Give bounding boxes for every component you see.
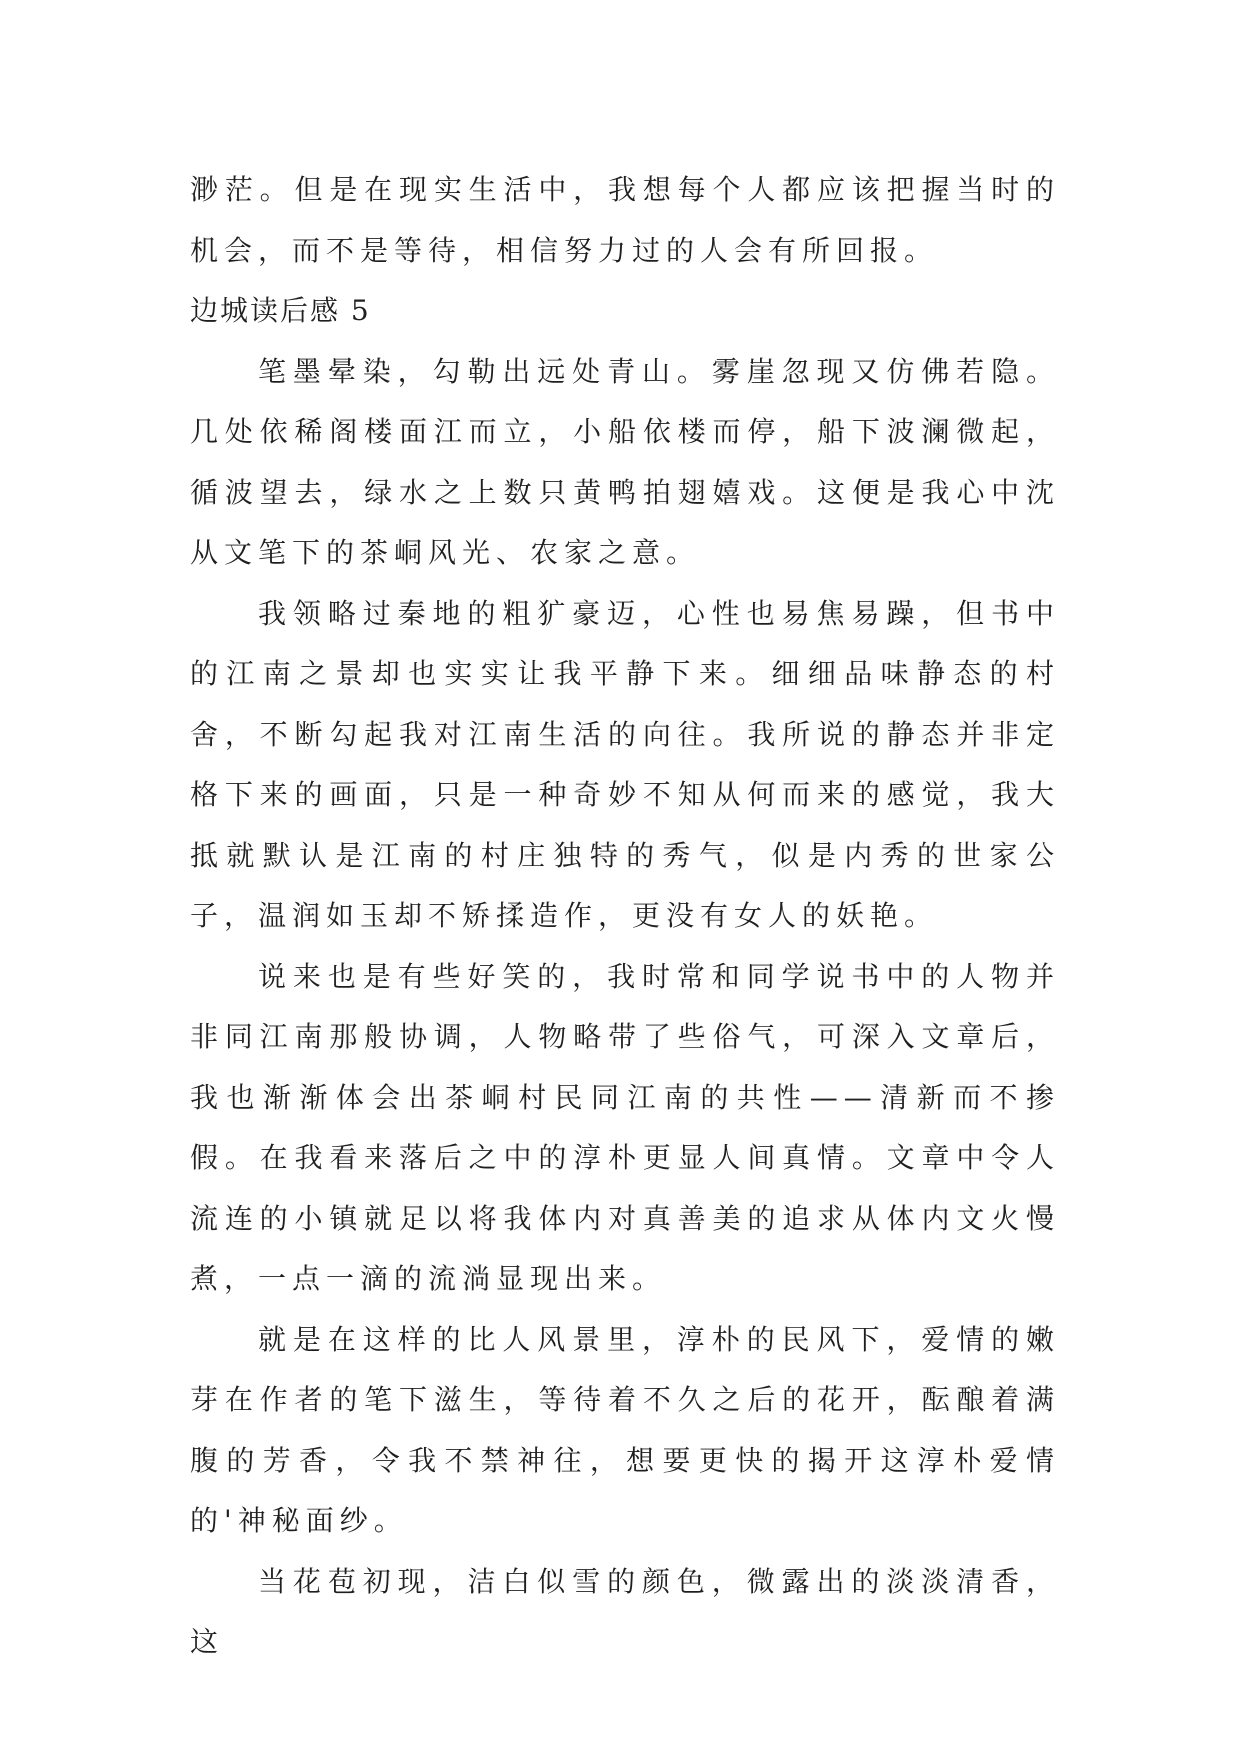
paragraph-continuation: 渺茫。但是在现实生活中，我想每个人都应该把握当时的机会，而不是等待，相信努力过的人会有所回报。	[190, 173, 1060, 267]
paragraph: 就是在这样的比人风景里，淳朴的民风下，爱情的嫩芽在作者的笔下滋生，等待着不久之后的花开，酝酿着满腹的芳香，令我不禁神往，想要更快的揭开这淳朴爱情的'神秘面纱。	[190, 1322, 1060, 1537]
paragraph: 说来也是有些好笑的，我时常和同学说书中的人物并非同江南那般协调，人物略带了些俗气，可深入文章后，我也渐渐体会出茶峒村民同江南的共性——清新而不掺假。在我看来落后之中的淳朴更显人间真情。文章中令人流连的小镇就足以将我体内对真善美的追求从体内文火慢煮，一点一滴的流淌显现出来。	[190, 959, 1060, 1295]
paragraph: 当花苞初现，洁白似雪的颜色，微露出的淡淡清香，这	[190, 1564, 1060, 1658]
section-heading: 边城读后感 5	[190, 294, 371, 327]
paragraph: 我领略过秦地的粗犷豪迈，心性也易焦易躁，但书中的江南之景却也实实让我平静下来。细细品味静态的村舍，不断勾起我对江南生活的向往。我所说的静态并非定格下来的画面，只是一种奇妙不知从何而来的感觉，我大抵就默认是江南的村庄独特的秀气，似是内秀的世家公子，温润如玉却不矫揉造作，更没有女人的妖艳。	[190, 596, 1060, 932]
paragraph: 笔墨晕染，勾勒出远处青山。雾崖忽现又仿佛若隐。几处依稀阁楼面江而立，小船依楼而停，船下波澜微起，循波望去，绿水之上数只黄鸭拍翅嬉戏。这便是我心中沈从文笔下的茶峒风光、农家之意。	[190, 354, 1060, 569]
document-body	[190, 160, 1060, 1673]
